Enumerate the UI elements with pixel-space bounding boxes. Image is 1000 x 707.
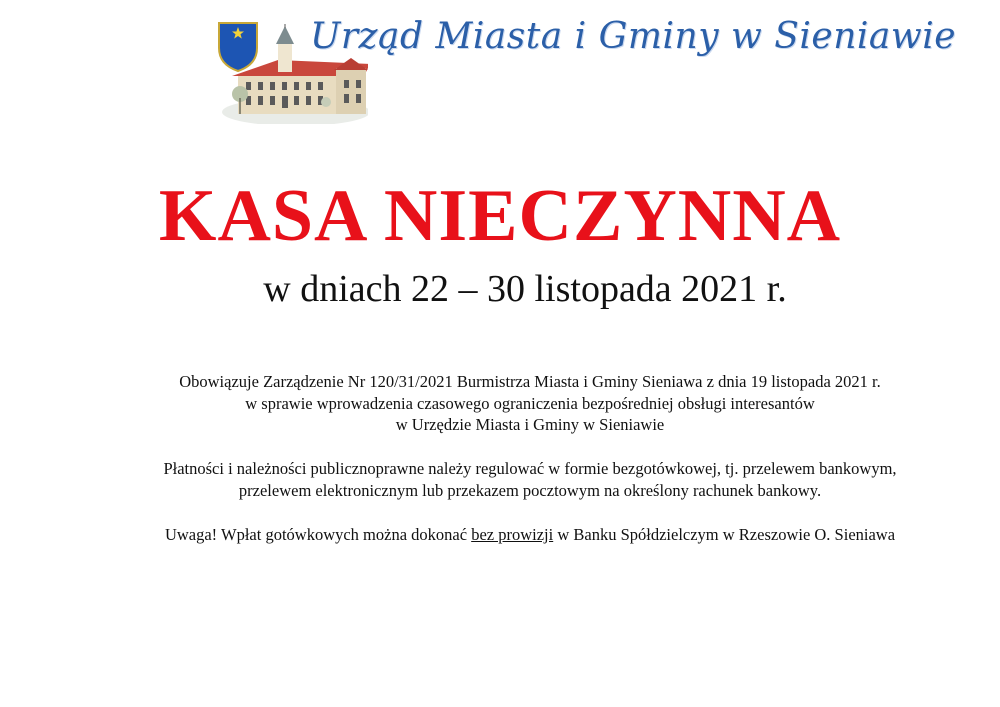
ordinance-line: w sprawie wprowadzenia czasowego ograniczenia bezpośredniej obsługi interesantów <box>245 393 815 413</box>
notice-remark-paragraph <box>0 524 1000 546</box>
no-commission-text: bez prowizji <box>471 525 554 544</box>
payment-line: Płatności i należności publicznoprawne należy regulować w formie bezgotówkowej, tj. przelewem bankowym, <box>163 459 897 478</box>
payment-paragraph <box>0 458 1000 501</box>
payment-line: przelewem elektronicznym lub przekazem pocztowym na określony rachunek bankowy. <box>238 480 822 500</box>
ordinance-line: w Urzędzie Miasta i Gminy w Sieniawie <box>395 415 665 434</box>
notice-title: KASA NIECZYNNA <box>158 175 842 257</box>
remark-text-start: Uwaga! Wpłat gotówkowych można dokonać <box>164 525 472 544</box>
remark-text-end: w Banku Spółdzielczym w Rzeszowie O. Sieniawa <box>553 525 896 544</box>
header <box>216 14 957 124</box>
ordinance-line: Obowiązuje Zarządzenie Nr 120/31/2021 Burmistrza Miasta i Gminy Sieniawa z dnia 19 listopada 2021 r. <box>179 372 881 391</box>
ordinance-paragraph <box>0 371 1000 436</box>
notice-dates: w dniach 22 – 30 listopada 2021 r. <box>263 268 787 310</box>
coat-of-arms-icon <box>216 20 260 72</box>
office-name-logo-text: Urząd Miasta i Gminy w Sieniawie <box>310 16 957 57</box>
